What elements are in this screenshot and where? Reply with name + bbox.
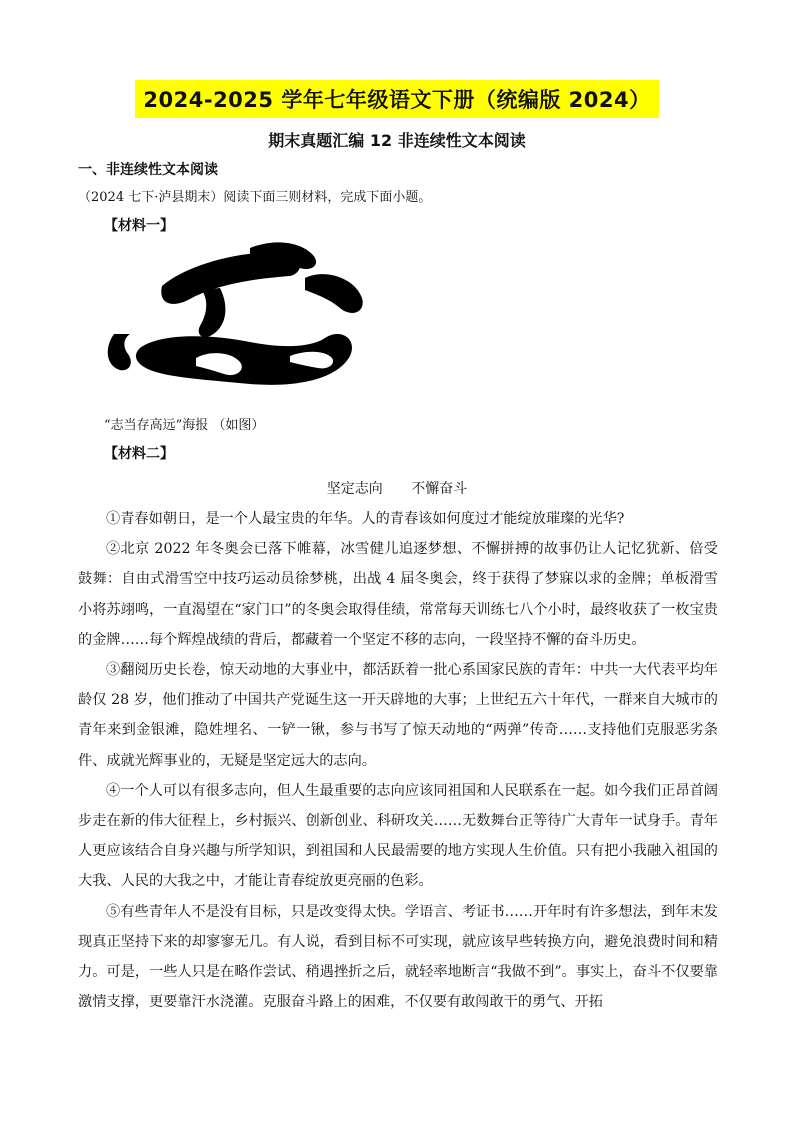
section-heading: 一、非连续性文本阅读 (78, 162, 218, 178)
poster-caption: “志当存高远”海报 （如图） (104, 418, 265, 433)
article-title-part2: 不懈奋斗 (411, 481, 468, 497)
material2-label: 【材料二】 (104, 446, 174, 462)
section-intro: （2024 七下·泸县期末）阅读下面三则材料，完成下面小题。 (78, 190, 432, 205)
paragraph-2: ②北京 2022 年冬奥会已落下帷幕，冰雪健儿追逐梦想、不懈拼搏的故事仍让人记忆犹新、倍受鼓舞：自由式滑雪空中技巧运动员徐梦桃，出战 4 届冬奥会，终于获得了梦寐以求的金牌；单板滑雪小将苏翊鸣，一直渴望在“家门口”的冬奥会取得佳绩，常常每天训练七八个小时，最终收获了一枚宝贵的金牌……每个辉煌战绩的背后，都藏着一个坚定不移的志向，一段坚持不懈的奋斗历史。 (78, 541, 718, 648)
document-subtitle: 期末真题汇编 12 非连续性文本阅读 (268, 131, 526, 150)
title-container (0, 80, 794, 118)
paragraph-5: ⑤有些青年人不是没有目标，只是改变得太快。学语言、考证书……开年时有许多想法，到年末发现真正坚持下来的却寥寥无几。有人说，看到目标不可实现，就应该早些转换方向，避免浪费时间和精力。可是，一些人只是在略作尝试、稍遇挫折之后，就轻率地断言“我做不到”。事实上，奋斗不仅要靠激情支撑，更要靠汗水浇灌。克服奋斗路上的困难，不仅要有敢闯敢干的勇气、开拓 (78, 903, 718, 1011)
article-title (0, 478, 794, 498)
paragraph-3: ③翻阅历史长卷，惊天动地的大事业中，都活跃着一批心系国家民族的青年：中共一大代表平均年龄仅 28 岁，他们推动了中国共产党诞生这一开天辟地的大事；上世纪五六十年代，一群来自大城市的青年来到金银滩，隐姓埋名、一铲一锹，参与书写了惊天动地的“两弹”传奇……支持他们克服恶劣条件、成就光辉事业的，无疑是坚定远大的志向。 (78, 662, 718, 769)
paragraph-4: ④一个人可以有很多志向，但人生最重要的志向应该同祖国和人民联系在一起。如今我们正昂首阔步走在新的伟大征程上，乡村振兴、创新创业、科研攻关……无数舞台正等待广大青年一试身手。青年人更应该结合自身兴趣与所学知识，到祖国和人民最需要的地方实现人生价值。只有把小我融入祖国的大我、人民的大我之中，才能让青春绽放更亮丽的色彩。 (78, 782, 718, 890)
article-body (78, 504, 718, 1017)
document-title: 2024-2025 学年七年级语文下册（统编版 2024） (135, 80, 658, 118)
material1-label: 【材料一】 (104, 218, 174, 234)
article-title-part1: 坚定志向 (326, 481, 383, 497)
calligraphy-poster-image (100, 238, 370, 406)
paragraph-1: ①青春如朝日，是一个人最宝贵的年华。人的青春该如何度过才能绽放璀璨的光华? (106, 511, 625, 527)
